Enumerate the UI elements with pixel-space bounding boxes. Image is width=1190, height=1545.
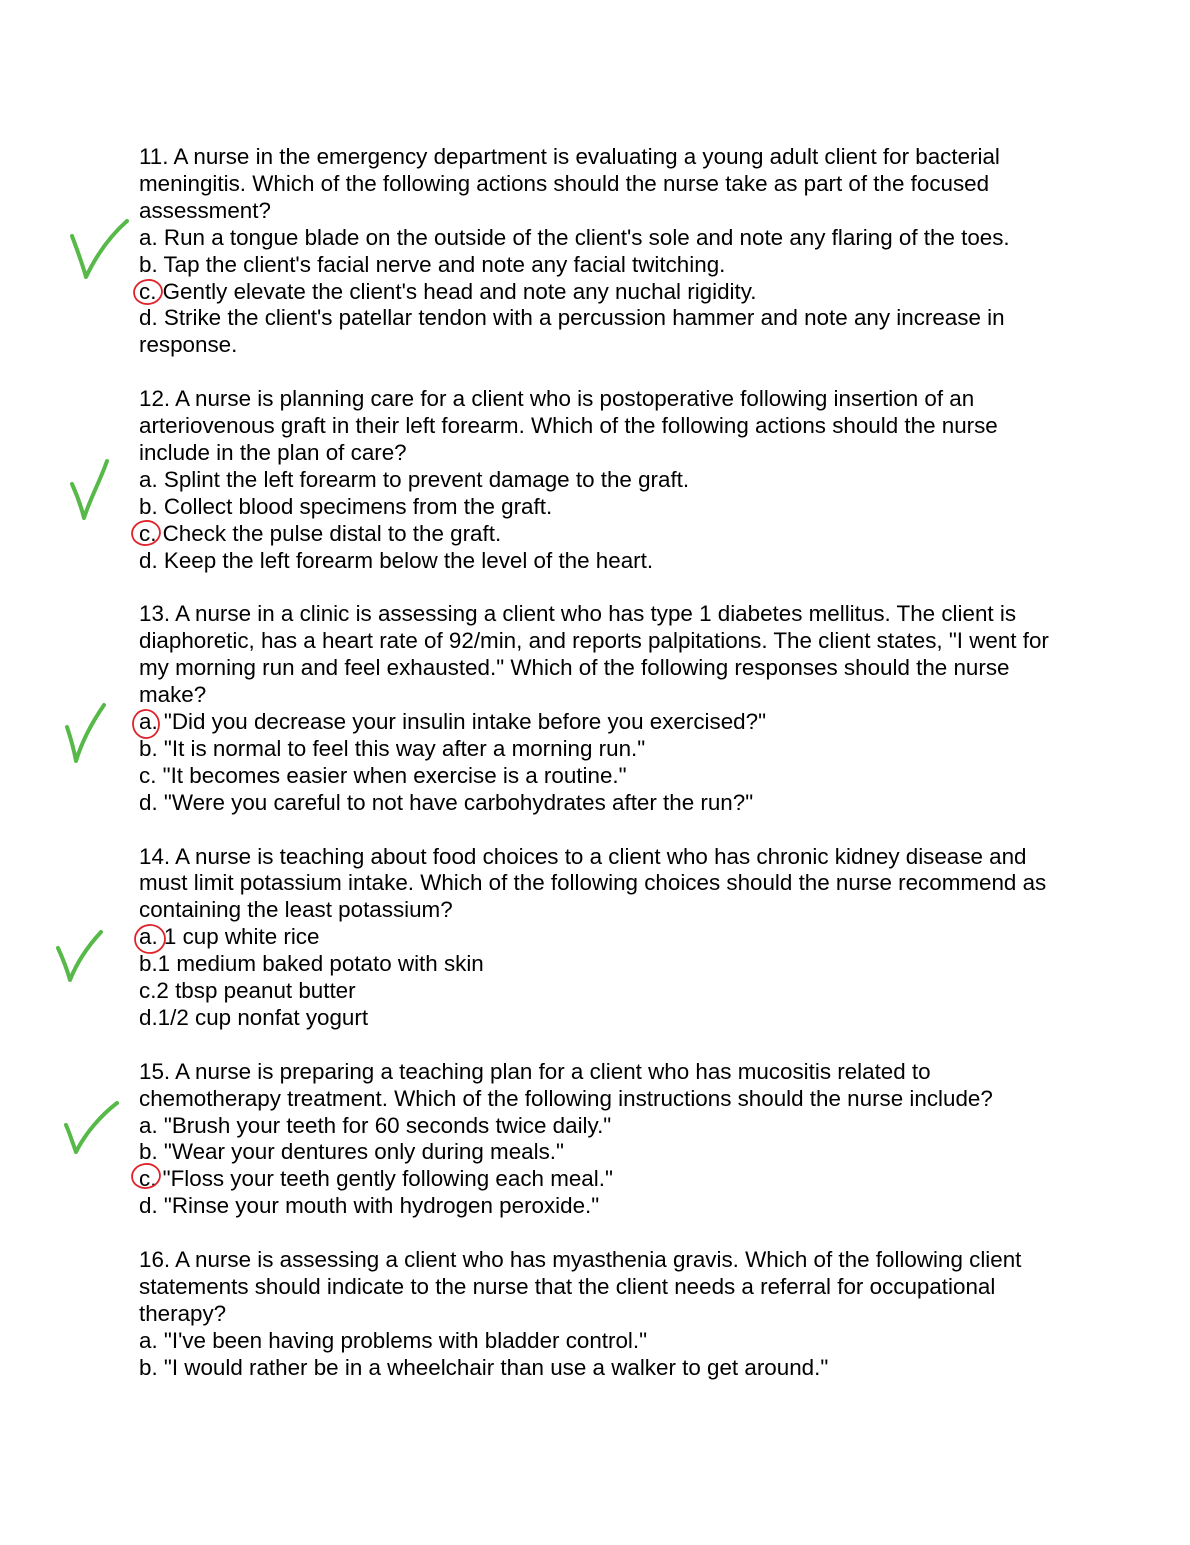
answer-option-b: b. "It is normal to feel this way after a morning run." (139, 735, 646, 761)
checkmark-icon-q12 (72, 461, 107, 518)
answer-option-a: a. "I've been having problems with bladder control." (139, 1327, 648, 1353)
question-13 (139, 601, 1049, 816)
answer-option-c: c. "It becomes easier when exercise is a routine." (139, 762, 627, 788)
answer-option-b: b.1 medium baked potato with skin (139, 951, 484, 977)
answer-option-c: c.2 tbsp peanut butter (139, 978, 356, 1004)
answer-option-c: c. Gently elevate the client's head and note any nuchal rigidity. (139, 278, 757, 304)
question-11 (139, 144, 1049, 359)
question-15 (139, 1059, 1049, 1220)
answer-option-b: b. "I would rather be in a wheelchair than use a walker to get around." (139, 1354, 829, 1380)
answer-option-a: a. "Did you decrease your insulin intake before you exercised?" (139, 709, 767, 734)
answer-option-a: a. Run a tongue blade on the outside of the client's sole and note any flaring of the toes. (139, 224, 1010, 250)
answer-option-a: a. "Brush your teeth for 60 seconds twice daily." (139, 1112, 612, 1138)
answer-option-c: c. "Floss your teeth gently following each meal." (139, 1166, 613, 1192)
checkmark-icon-q13 (67, 705, 104, 761)
question-list (139, 144, 1049, 1382)
checkmark-icon-q14 (58, 932, 101, 980)
question-stem: 12. A nurse is planning care for a client who is postoperative following insertion of an arteriovenous graft in their left forearm. Which of the following actions should the nurse include in the plan of care? (139, 386, 998, 465)
answer-option-c: c. Check the pulse distal to the graft. (139, 520, 502, 546)
question-stem: 14. A nurse is teaching about food choices to a client who has chronic kidney disease and must limit potassium intake. Which of the following choices should the nurse recommend as containing the least potassium? (139, 843, 1047, 923)
checkmark-icon-q15 (66, 1103, 117, 1152)
answer-option-d: d. Strike the client's patellar tendon with a percussion hammer and note any increase in response. (139, 305, 1005, 358)
question-stem: 16. A nurse is assessing a client who has myasthenia gravis. Which of the following client statements should indicate to the nurse that the client needs a referral for occupational therapy? (139, 1247, 1022, 1326)
answer-option-a: a. 1 cup white rice (139, 924, 320, 950)
question-stem: 13. A nurse in a clinic is assessing a client who has type 1 diabetes mellitus. The client is diaphoretic, has a heart rate of 92/min, and reports palpitations. The client states, "I went for my morning run and feel exhausted." Which of the following responses should the nurse make? (139, 601, 1049, 708)
answer-option-b: b. Tap the client's facial nerve and note any facial twitching. (139, 251, 726, 277)
question-stem: 11. A nurse in the emergency department is evaluating a young adult client for bacterial meningitis. Which of the following actions should the nurse take as part of the focused assessment? (139, 144, 1000, 223)
question-stem: 15. A nurse is preparing a teaching plan for a client who has mucositis related to chemotherapy treatment. Which of the following instructions should the nurse include? (139, 1058, 993, 1111)
answer-option-a: a. Splint the left forearm to prevent damage to the graft. (139, 466, 690, 492)
answer-option-b: b. Collect blood specimens from the graft. (139, 493, 553, 519)
answer-option-d: d. Keep the left forearm below the level of the heart. (139, 547, 654, 573)
answer-option-b: b. "Wear your dentures only during meals." (139, 1139, 564, 1165)
question-16 (139, 1247, 1049, 1382)
checkmark-icon-q11 (72, 221, 127, 277)
question-12 (139, 386, 1049, 574)
answer-option-d: d.1/2 cup nonfat yogurt (139, 1004, 369, 1030)
question-14 (139, 844, 1049, 1032)
answer-option-d: d. "Were you careful to not have carbohydrates after the run?" (139, 789, 754, 815)
answer-option-d: d. "Rinse your mouth with hydrogen peroxide." (139, 1193, 600, 1219)
